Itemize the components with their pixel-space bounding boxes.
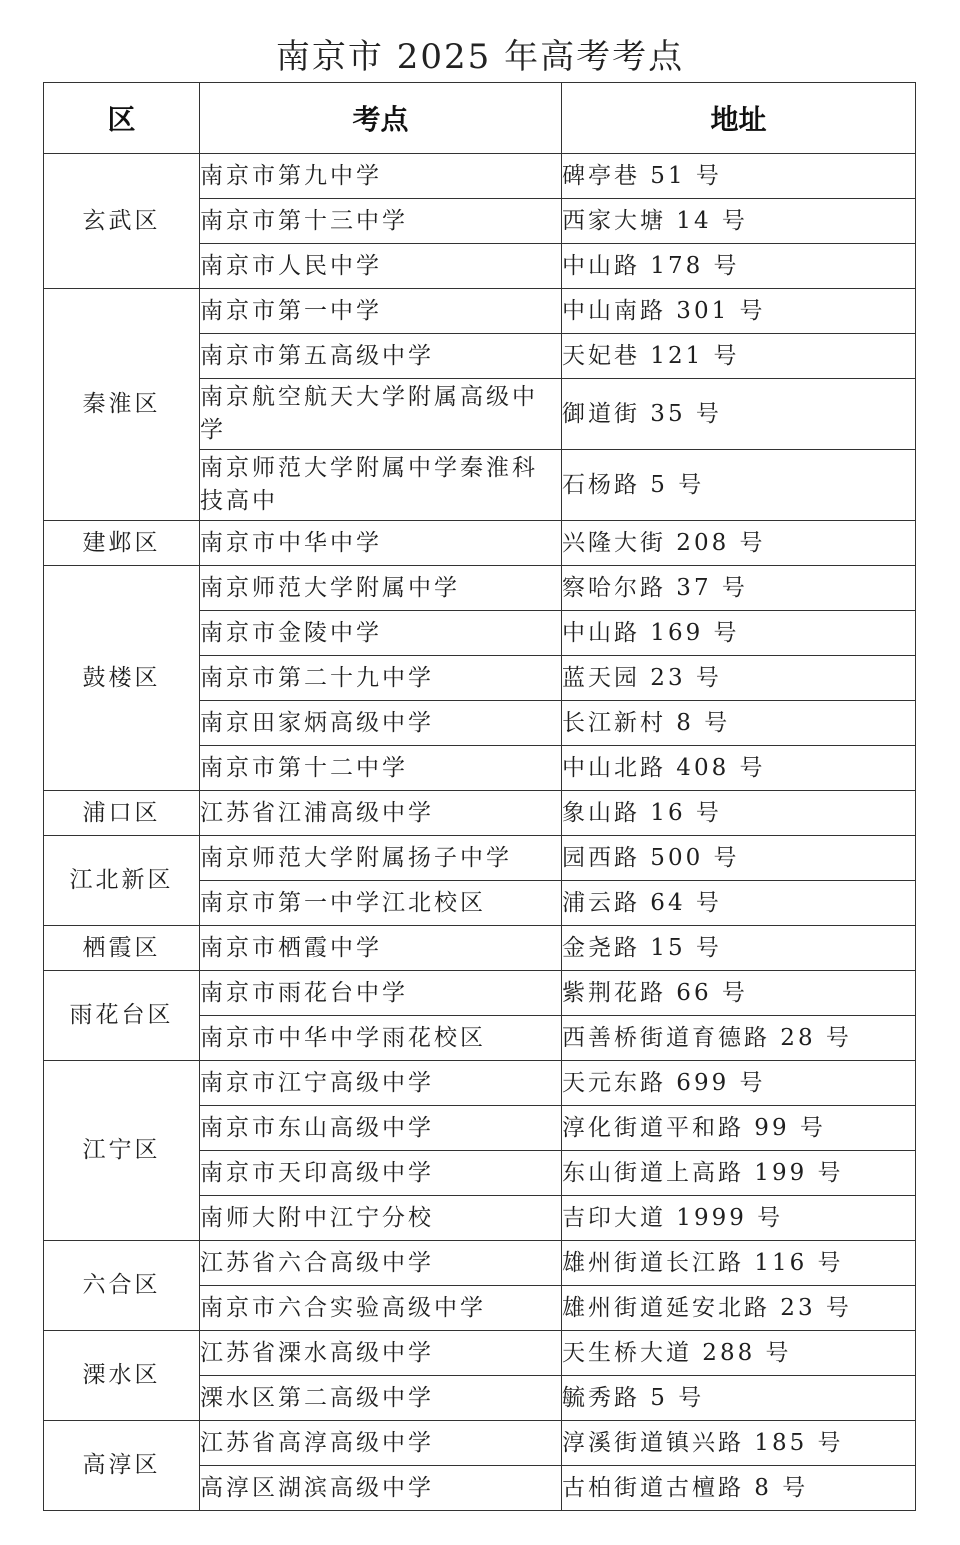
exam-site-table (43, 82, 916, 1511)
header-address: 地址 (562, 83, 916, 154)
school-cell: 南京市第五高级中学 (200, 334, 562, 379)
table-row (44, 566, 916, 611)
table-header-row (44, 83, 916, 154)
address-cell: 察哈尔路 37 号 (562, 566, 916, 611)
address-cell: 长江新村 8 号 (562, 701, 916, 746)
page-title: 南京市 2025 年高考考点 (275, 37, 685, 77)
address-cell: 中山路 178 号 (562, 244, 916, 289)
table-row (44, 791, 916, 836)
address-cell: 天生桥大道 288 号 (562, 1331, 916, 1376)
district-cell: 玄武区 (44, 154, 200, 289)
school-cell: 南京市第十二中学 (200, 746, 562, 791)
district-cell: 栖霞区 (44, 926, 200, 971)
school-cell: 南京市江宁高级中学 (200, 1061, 562, 1106)
school-cell: 南京师范大学附属中学秦淮科技高中 (200, 450, 562, 521)
district-cell: 浦口区 (44, 791, 200, 836)
address-cell: 天元东路 699 号 (562, 1061, 916, 1106)
table-row (44, 836, 916, 881)
table-row (44, 971, 916, 1016)
address-cell: 园西路 500 号 (562, 836, 916, 881)
address-cell: 兴隆大街 208 号 (562, 521, 916, 566)
address-cell: 雄州街道延安北路 23 号 (562, 1286, 916, 1331)
address-cell: 石杨路 5 号 (562, 450, 916, 521)
address-cell: 淳化街道平和路 99 号 (562, 1106, 916, 1151)
address-cell: 古柏街道古檀路 8 号 (562, 1466, 916, 1511)
address-cell: 中山北路 408 号 (562, 746, 916, 791)
district-cell: 秦淮区 (44, 289, 200, 521)
school-cell: 南京市天印高级中学 (200, 1151, 562, 1196)
address-cell: 象山路 16 号 (562, 791, 916, 836)
address-cell: 中山路 169 号 (562, 611, 916, 656)
district-cell: 建邺区 (44, 521, 200, 566)
district-cell: 江宁区 (44, 1061, 200, 1241)
school-cell: 江苏省高淳高级中学 (200, 1421, 562, 1466)
table-row (44, 1241, 916, 1286)
district-cell: 高淳区 (44, 1421, 200, 1511)
address-cell: 碑亭巷 51 号 (562, 154, 916, 199)
school-cell: 南京市第二十九中学 (200, 656, 562, 701)
table-row (44, 926, 916, 971)
school-cell: 南京师范大学附属中学 (200, 566, 562, 611)
address-cell: 淳溪街道镇兴路 185 号 (562, 1421, 916, 1466)
school-cell: 南京田家炳高级中学 (200, 701, 562, 746)
address-cell: 浦云路 64 号 (562, 881, 916, 926)
address-cell: 西家大塘 14 号 (562, 199, 916, 244)
school-cell: 江苏省江浦高级中学 (200, 791, 562, 836)
address-cell: 毓秀路 5 号 (562, 1376, 916, 1421)
school-cell: 南京市六合实验高级中学 (200, 1286, 562, 1331)
address-cell: 雄州街道长江路 116 号 (562, 1241, 916, 1286)
address-cell: 东山街道上高路 199 号 (562, 1151, 916, 1196)
address-cell: 蓝天园 23 号 (562, 656, 916, 701)
table-row (44, 1421, 916, 1466)
school-cell: 南京市第十三中学 (200, 199, 562, 244)
school-cell: 南京市中华中学雨花校区 (200, 1016, 562, 1061)
school-cell: 南京市金陵中学 (200, 611, 562, 656)
school-cell: 南京市第九中学 (200, 154, 562, 199)
address-cell: 中山南路 301 号 (562, 289, 916, 334)
school-cell: 南京师范大学附属扬子中学 (200, 836, 562, 881)
school-cell: 江苏省溧水高级中学 (200, 1331, 562, 1376)
header-district: 区 (44, 83, 200, 154)
school-cell: 南京市中华中学 (200, 521, 562, 566)
table-row (44, 1061, 916, 1106)
address-cell: 吉印大道 1999 号 (562, 1196, 916, 1241)
table-row (44, 521, 916, 566)
district-cell: 溧水区 (44, 1331, 200, 1421)
district-cell: 六合区 (44, 1241, 200, 1331)
header-school: 考点 (200, 83, 562, 154)
school-cell: 南京市人民中学 (200, 244, 562, 289)
address-cell: 天妃巷 121 号 (562, 334, 916, 379)
table-row (44, 1331, 916, 1376)
school-cell: 南师大附中江宁分校 (200, 1196, 562, 1241)
address-cell: 金尧路 15 号 (562, 926, 916, 971)
district-cell: 鼓楼区 (44, 566, 200, 791)
school-cell: 南京市东山高级中学 (200, 1106, 562, 1151)
school-cell: 南京市栖霞中学 (200, 926, 562, 971)
school-cell: 南京航空航天大学附属高级中学 (200, 379, 562, 450)
school-cell: 高淳区湖滨高级中学 (200, 1466, 562, 1511)
address-cell: 西善桥街道育德路 28 号 (562, 1016, 916, 1061)
school-cell: 溧水区第二高级中学 (200, 1376, 562, 1421)
district-cell: 江北新区 (44, 836, 200, 926)
table-row (44, 289, 916, 334)
school-cell: 江苏省六合高级中学 (200, 1241, 562, 1286)
school-cell: 南京市第一中学 (200, 289, 562, 334)
school-cell: 南京市雨花台中学 (200, 971, 562, 1016)
district-cell: 雨花台区 (44, 971, 200, 1061)
table-row (44, 154, 916, 199)
school-cell: 南京市第一中学江北校区 (200, 881, 562, 926)
address-cell: 紫荆花路 66 号 (562, 971, 916, 1016)
address-cell: 御道街 35 号 (562, 379, 916, 450)
